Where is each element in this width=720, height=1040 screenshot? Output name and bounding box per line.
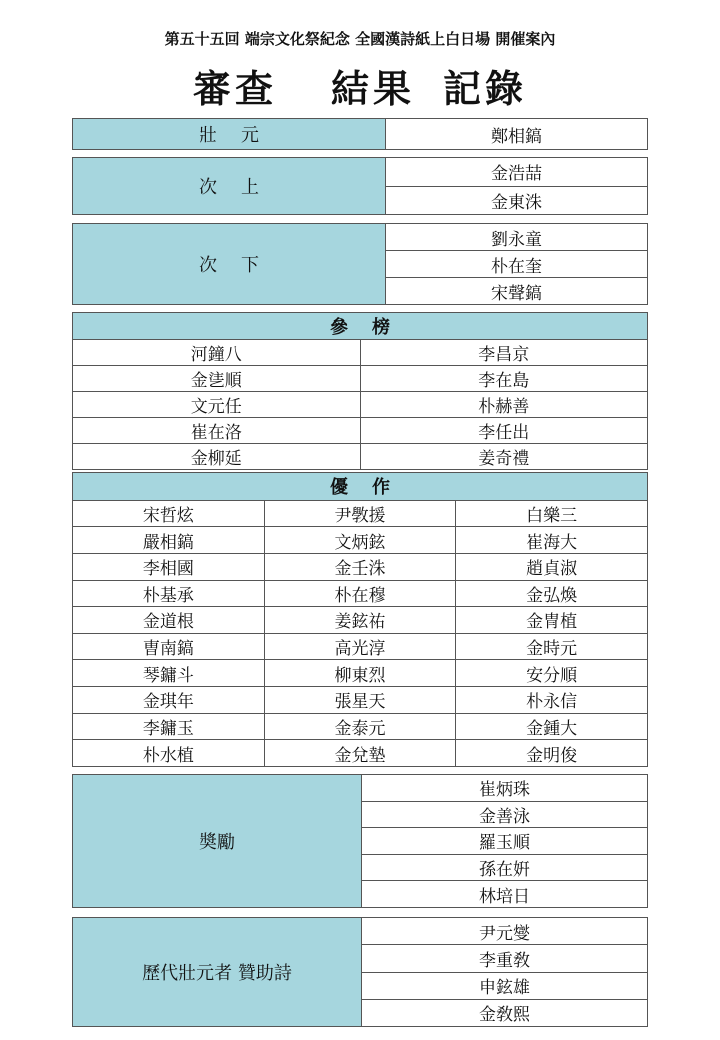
table-row <box>73 366 648 392</box>
category-label: 次下 <box>73 224 386 305</box>
table-jangnyeo <box>72 774 648 908</box>
table-row <box>73 713 648 740</box>
name-cell: 張星天 <box>264 687 456 714</box>
name-cell: 宋聲鎬 <box>386 278 648 305</box>
table-row <box>73 607 648 634</box>
name-cell: 文元任 <box>73 392 361 418</box>
category-label: 優作 <box>73 473 648 501</box>
table-row <box>73 224 648 251</box>
name-cell: 崔海大 <box>456 527 648 554</box>
table-chasang <box>72 157 648 215</box>
name-cell: 李昌京 <box>360 340 648 366</box>
name-cell: 李鏞玉 <box>73 713 265 740</box>
category-label: 奬勵 <box>73 775 362 908</box>
name-cell: 羅玉順 <box>362 828 648 855</box>
name-cell: 朴赫善 <box>360 392 648 418</box>
name-cell: 嚴相鎬 <box>73 527 265 554</box>
name-cell: 金東洙 <box>386 186 648 215</box>
title-part: 結果 <box>330 67 415 111</box>
table-chambang <box>72 312 648 470</box>
name-cell: 宋哲炫 <box>73 500 265 527</box>
name-cell: 申鉉雄 <box>362 972 648 999</box>
name-cell: 朴基承 <box>73 580 265 607</box>
name-cell: 李相國 <box>73 553 265 580</box>
title-part: 記錄 <box>443 67 528 111</box>
name-cell: 金善泳 <box>362 801 648 828</box>
table-row <box>73 580 648 607</box>
name-cell: 朴在奎 <box>386 251 648 278</box>
table-row <box>73 392 648 418</box>
name-cell: 河鐘八 <box>73 340 361 366</box>
table-row <box>73 633 648 660</box>
table-chaha <box>72 223 648 305</box>
table-header-row <box>73 473 648 501</box>
name-cell: 金琪年 <box>73 687 265 714</box>
table-row <box>73 775 648 802</box>
subtitle: 第五十五回 端宗文化祭紀念 全國漢詩紙上白日場 開催案內 <box>164 30 556 48</box>
name-cell: 金泰元 <box>264 713 456 740</box>
name-cell: 崔在洛 <box>73 418 361 444</box>
name-cell: 李重敎 <box>362 945 648 972</box>
name-cell: 李在島 <box>360 366 648 392</box>
name-cell: 金明俊 <box>456 740 648 767</box>
category-label: 壯元 <box>73 119 386 150</box>
table-jangwon <box>72 118 648 150</box>
name-cell: 金鍾大 <box>456 713 648 740</box>
table-ujak <box>72 472 648 767</box>
table-row <box>73 119 648 150</box>
name-cell: 金弘煥 <box>456 580 648 607</box>
name-cell: 金冑植 <box>456 607 648 634</box>
page-title <box>0 58 720 113</box>
table-row <box>73 340 648 366</box>
table-row <box>73 500 648 527</box>
name-cell: 朴永信 <box>456 687 648 714</box>
name-cell: 高光淳 <box>264 633 456 660</box>
table-row <box>73 687 648 714</box>
name-cell: 李任出 <box>360 418 648 444</box>
table-row <box>73 418 648 444</box>
name-cell: 金浩喆 <box>386 158 648 187</box>
name-cell: 姜鉉祐 <box>264 607 456 634</box>
name-cell: 白樂三 <box>456 500 648 527</box>
name-cell: 朴在穆 <box>264 580 456 607</box>
name-cell: 琴鏞斗 <box>73 660 265 687</box>
table-row <box>73 740 648 767</box>
name-cell: 崔炳珠 <box>362 775 648 802</box>
name-cell: 尹斆援 <box>264 500 456 527</box>
table-header-row <box>73 313 648 340</box>
name-cell: 金乼順 <box>73 366 361 392</box>
name-cell: 孫在姸 <box>362 854 648 881</box>
table-row <box>73 527 648 554</box>
category-label: 歷代壯元者 贊助詩 <box>73 918 362 1027</box>
name-cell: 柳東烈 <box>264 660 456 687</box>
name-cell: 鄭相鎬 <box>386 119 648 150</box>
name-cell: 姜奇禮 <box>360 444 648 470</box>
name-cell: 曺南鎬 <box>73 633 265 660</box>
name-cell: 尹元燮 <box>362 918 648 945</box>
name-cell: 金敎熙 <box>362 999 648 1026</box>
name-cell: 金柳延 <box>73 444 361 470</box>
category-label: 次上 <box>73 158 386 215</box>
title-part: 審查 <box>192 67 277 111</box>
name-cell: 金時元 <box>456 633 648 660</box>
table-row <box>73 158 648 187</box>
category-label: 參榜 <box>73 313 648 340</box>
name-cell: 朴水植 <box>73 740 265 767</box>
table-row <box>73 918 648 945</box>
table-row <box>73 444 648 470</box>
name-cell: 趙貞淑 <box>456 553 648 580</box>
name-cell: 金兌墊 <box>264 740 456 767</box>
table-row <box>73 660 648 687</box>
table-row <box>73 553 648 580</box>
name-cell: 林培日 <box>362 881 648 908</box>
name-cell: 文炳鉉 <box>264 527 456 554</box>
name-cell: 安分順 <box>456 660 648 687</box>
name-cell: 金壬洙 <box>264 553 456 580</box>
table-past-winners <box>72 917 648 1027</box>
name-cell: 劉永童 <box>386 224 648 251</box>
name-cell: 金道根 <box>73 607 265 634</box>
